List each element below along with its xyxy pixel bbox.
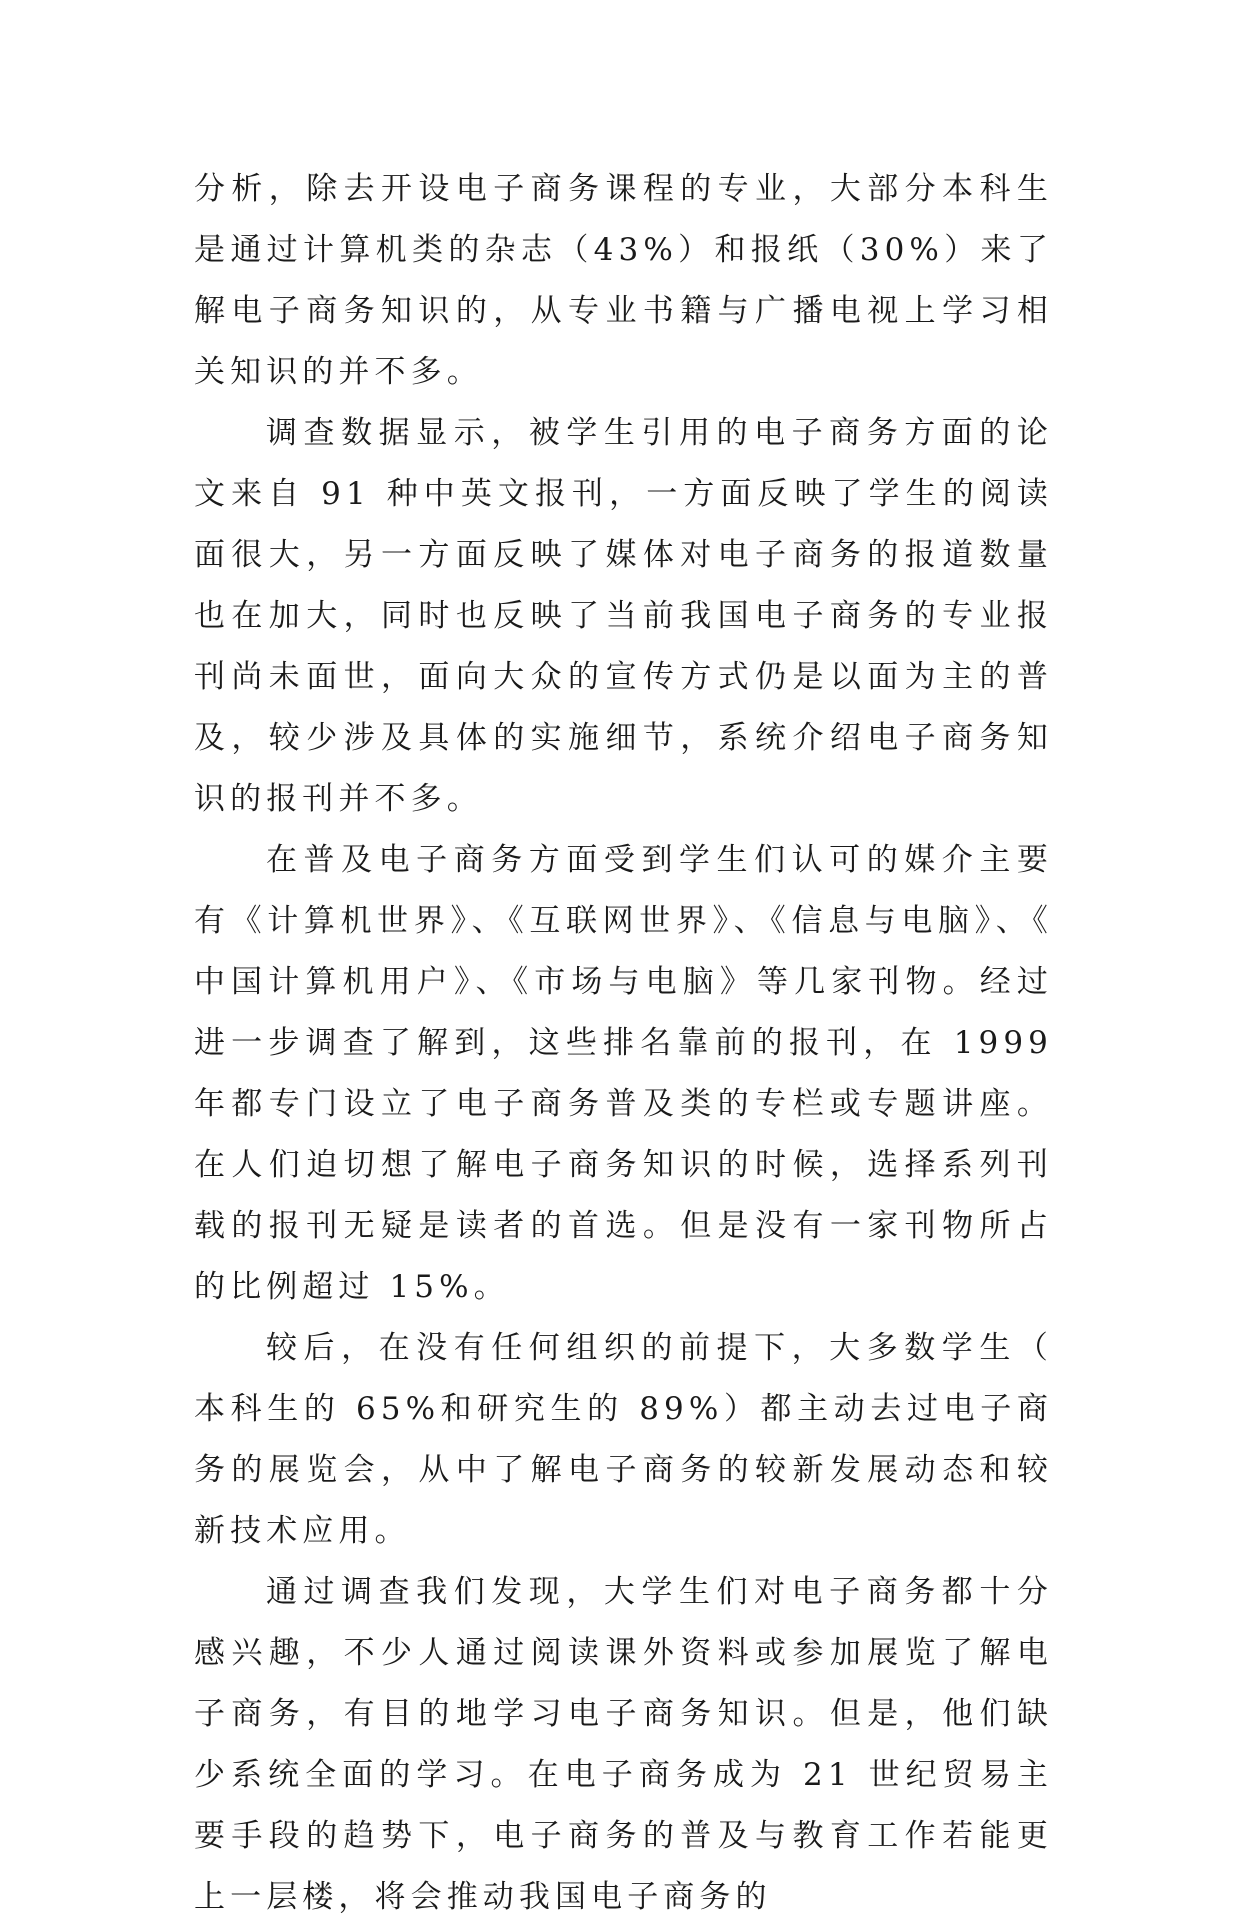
paragraph-3: 在普及电子商务方面受到学生们认可的媒介主要有《计算机世界》、《互联网世界》、《信息与电脑》、《中国计算机用户》、《市场与电脑》等几家刊物。经过进一步调查了解到，这些排名靠前的报刊，在 1999 年都专门设立了电子商务普及类的专栏或专题讲座。在人们迫切想了解电子商务知识的时候，选择系列刊载的报刊无疑是读者的首选。但是没有一家刊物所占的比例超过 15%。 xyxy=(194,842,1053,1305)
paragraph-1: 分析，除去开设电子商务课程的专业，大部分本科生是通过计算机类的杂志（43%）和报纸（30%）来了解电子商务知识的，从专业书籍与广播电视上学习相关知识的并不多。 xyxy=(194,171,1053,390)
paragraph-2: 调查数据显示，被学生引用的电子商务方面的论文来自 91 种中英文报刊，一方面反映了学生的阅读面很大，另一方面反映了媒体对电子商务的报道数量也在加大，同时也反映了当前我国电子商务的专业报刊尚未面世，面向大众的宣传方式仍是以面为主的普及，较少涉及具体的实施细节，系统介绍电子商务知识的报刊并不多。 xyxy=(194,415,1053,817)
paragraph-5: 通过调查我们发现，大学生们对电子商务都十分感兴趣，不少人通过阅读课外资料或参加展览了解电子商务，有目的地学习电子商务知识。但是，他们缺少系统全面的学习。在电子商务成为 21 世纪贸易主要手段的趋势下，电子商务的普及与教育工作若能更上一层楼，将会推动我国电子商务的 xyxy=(194,1574,1053,1915)
document-body xyxy=(194,159,1053,1928)
paragraph-4: 较后，在没有任何组织的前提下，大多数学生（本科生的 65%和研究生的 89%）都主动去过电子商务的展览会，从中了解电子商务的较新发展动态和较新技术应用。 xyxy=(194,1330,1053,1549)
